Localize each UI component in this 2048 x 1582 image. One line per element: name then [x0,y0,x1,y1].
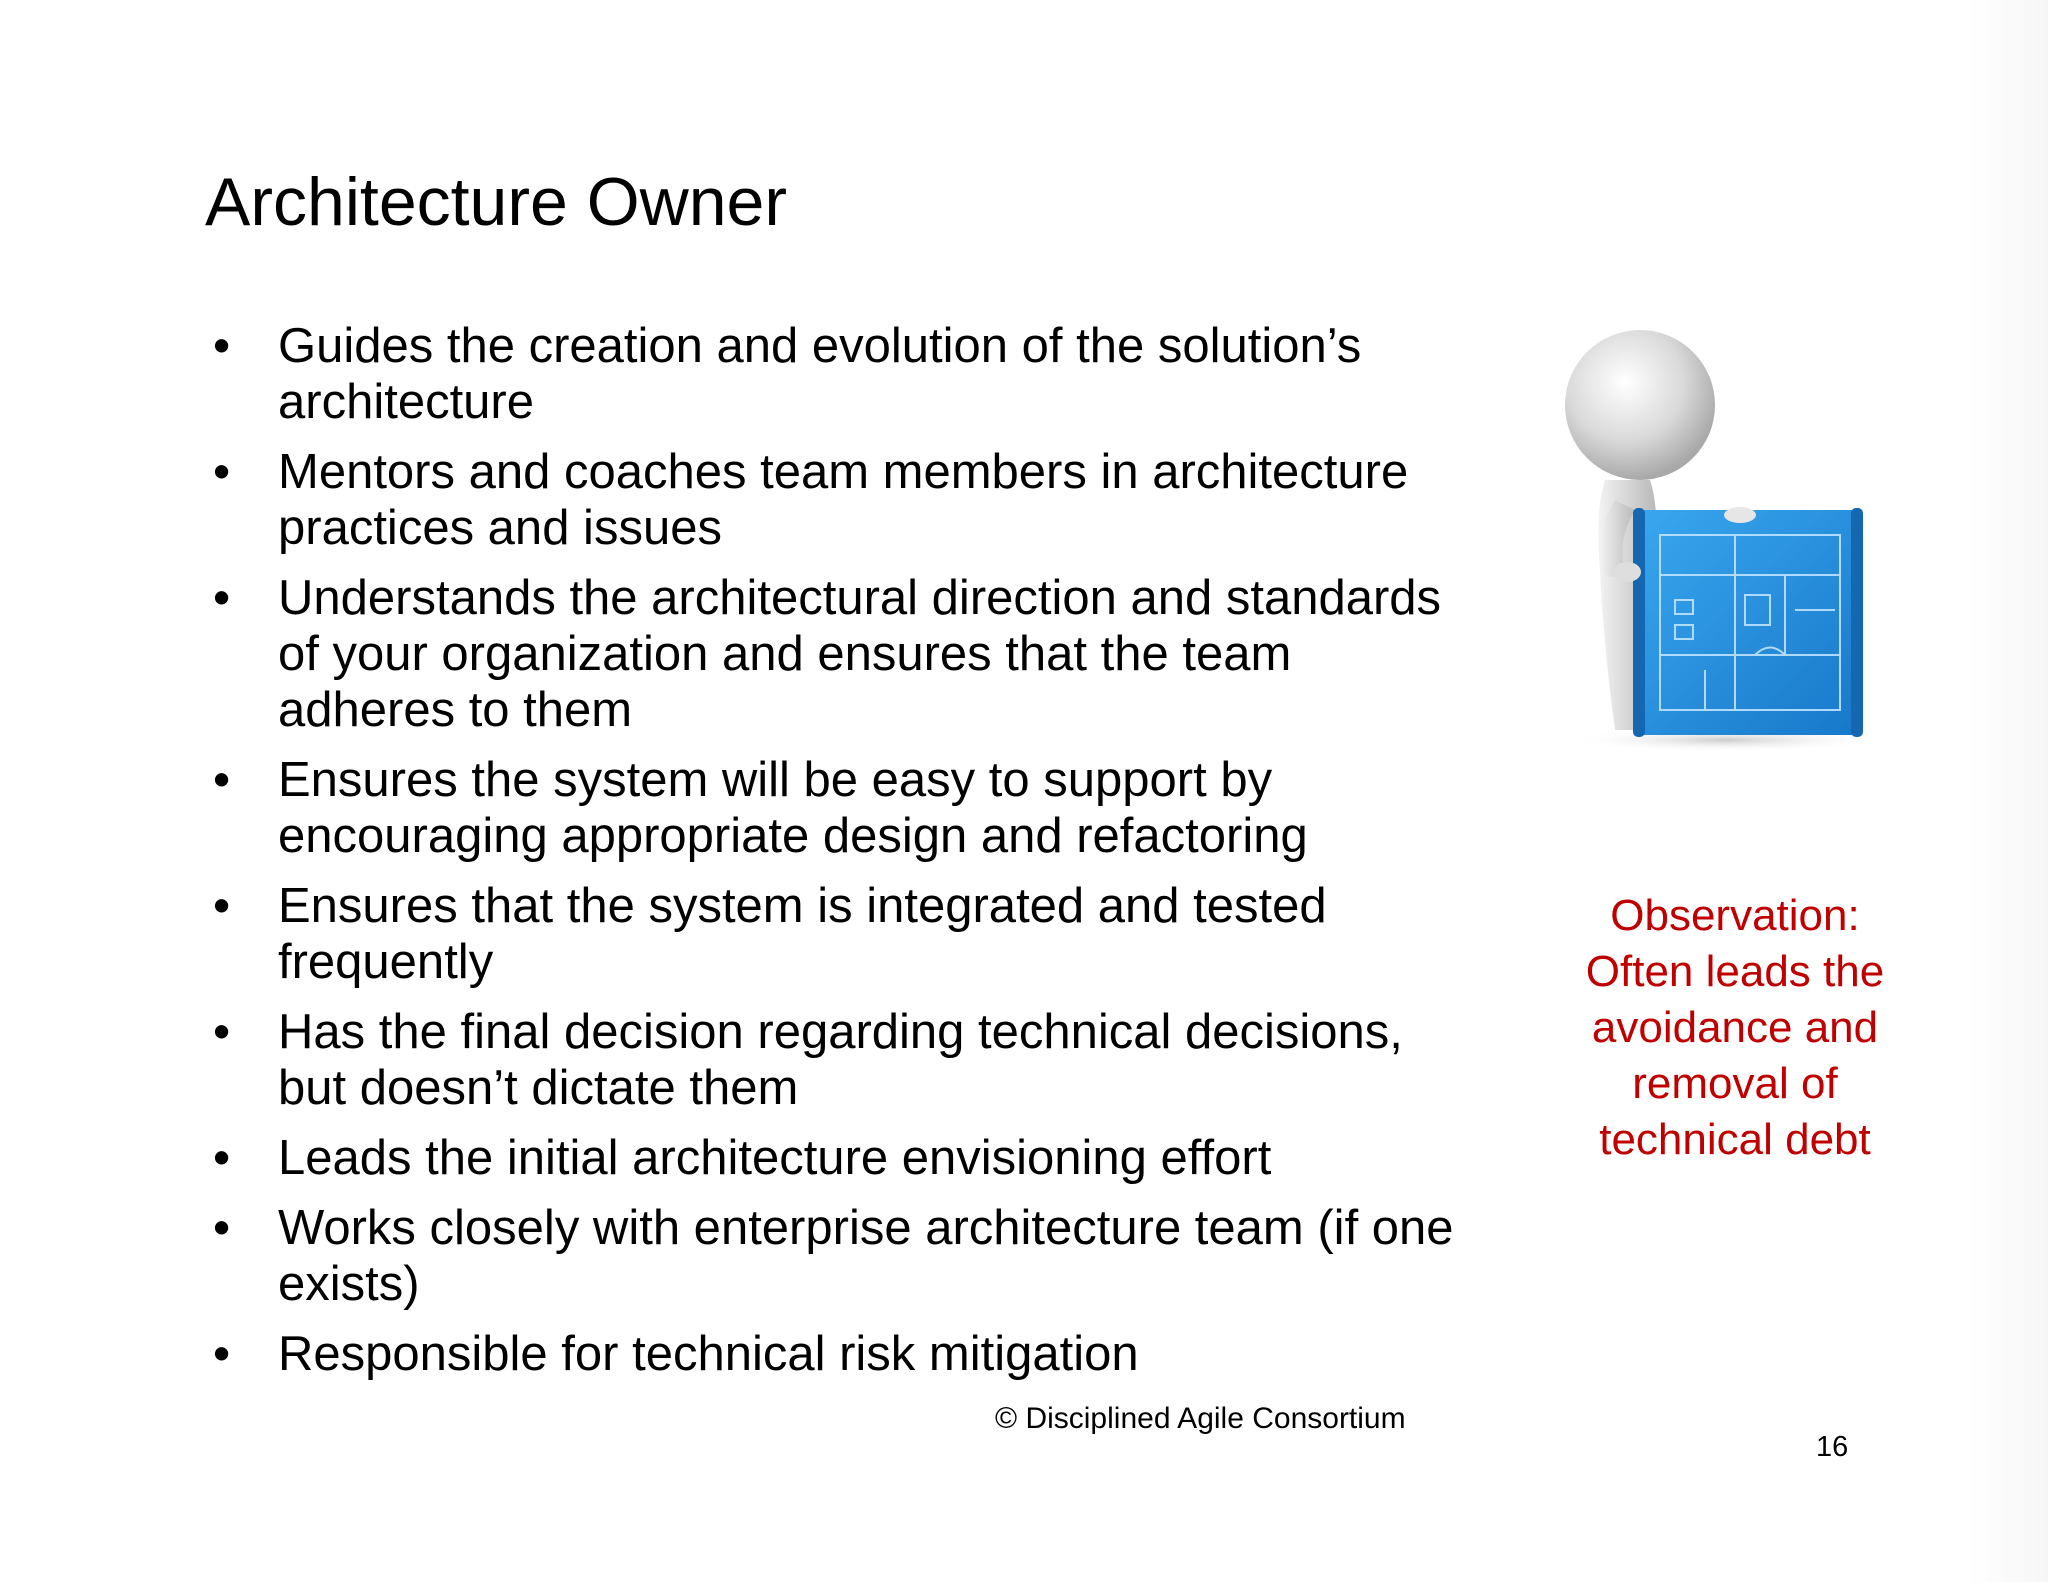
bullet-dot-icon: • [213,445,231,499]
bullet-item [205,1004,1545,1116]
bullet-text-line: exists) [278,1257,420,1311]
bullet-item [205,1130,1545,1186]
bullet-dot-icon: • [213,319,231,373]
bullet-text-line: encouraging appropriate design and refactoring [278,809,1308,863]
observation-line: Observation: [1610,891,1860,940]
bullet-item [205,570,1545,738]
slide-number: 16 [1816,1431,1849,1463]
bullet-dot-icon: • [213,753,231,807]
observation-note [1540,888,1930,1168]
bullet-item [205,1200,1545,1312]
bullet-text-line: Ensures that the system is integrated and tested [278,879,1327,933]
bullet-dot-icon: • [213,1201,231,1255]
slide-title: Architecture Owner [205,164,787,240]
observation-line: technical debt [1599,1115,1871,1164]
bullet-text-line: but doesn’t dictate them [278,1061,799,1115]
observation-line: avoidance and [1591,1003,1879,1052]
bullet-item [205,444,1545,556]
bullet-item [205,318,1545,430]
figure-holding-blueprint-icon [1555,310,1885,750]
bullet-text-line: Mentors and coaches team members in architecture [278,445,1409,499]
bullet-text-line: of your organization and ensures that the team [278,627,1292,681]
bullet-text-line: Works closely with enterprise architecture team (if one [278,1201,1454,1255]
bullet-dot-icon: • [213,879,231,933]
bullet-text-line: Has the final decision regarding technical decisions, [278,1005,1403,1059]
bullet-list [205,318,1545,1396]
bullet-text-line: Ensures the system will be easy to support by [278,753,1273,807]
bullet-text-line: frequently [278,935,494,989]
bullet-text-line: architecture [278,375,535,429]
bullet-dot-icon: • [213,1005,231,1059]
bullet-text-line: Leads the initial architecture envisioning effort [278,1131,1272,1185]
bullet-text-line: Responsible for technical risk mitigation [278,1327,1139,1381]
slide-edge-shade [1968,0,2048,1582]
bullet-dot-icon: • [213,1131,231,1185]
bullet-item [205,752,1545,864]
bullet-item [205,1326,1545,1382]
copyright-footer: © Disciplined Agile Consortium [995,1402,1406,1435]
bullet-dot-icon: • [213,571,231,625]
bullet-item [205,878,1545,990]
bullet-text-line: Understands the architectural direction and standards [278,571,1442,625]
observation-line: removal of [1632,1059,1838,1108]
bullet-text-line: adheres to them [278,683,633,737]
bullet-text-line: practices and issues [278,501,722,555]
bullet-dot-icon: • [213,1327,231,1381]
bullet-text-line: Guides the creation and evolution of the solution’s [278,319,1362,373]
observation-line: Often leads the [1585,947,1885,996]
